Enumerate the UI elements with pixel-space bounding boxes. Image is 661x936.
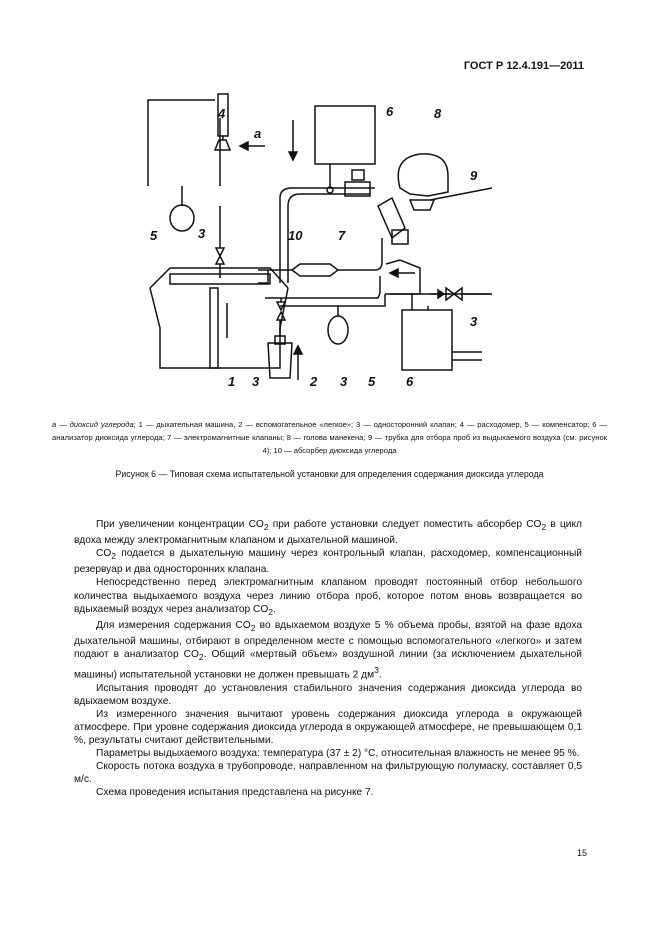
p4-part-a: Для измерения содержания CO xyxy=(96,619,251,631)
p3-sub: 2 xyxy=(268,606,273,617)
label-2: 2 xyxy=(310,374,318,389)
label-1: 1 xyxy=(228,374,236,389)
label-7: 7 xyxy=(338,228,346,243)
p4-part-g: . xyxy=(378,669,382,681)
label-9: 9 xyxy=(470,168,478,183)
figure-legend xyxy=(52,418,607,457)
co2-analyzer-bottom xyxy=(402,310,452,370)
label-10: 10 xyxy=(288,228,303,243)
p3-part-c: . xyxy=(273,603,276,615)
paragraph-3 xyxy=(74,576,582,618)
p1-sub: 2 xyxy=(263,522,269,533)
p4-sub: 2 xyxy=(250,622,256,633)
p2-part-a: CO xyxy=(96,548,112,560)
p4-sup: 3 xyxy=(374,665,379,676)
co2-absorber xyxy=(292,264,338,276)
legend-text: 1 — дыхательная машина, 2 — вспомогательное «легкое»; 3 — односторонний клапан; 4 — расходомер, 5 — компенсатор; 6 — анализатор диоксида углерода; 7 — электромагнитные клапаны; 8 — голова манекена; 9 — трубка для отбора проб из выдыхаемого воздуха (см. рисунок 4); 10 — абсорбер диоксида углерода xyxy=(52,420,607,455)
compensator-left xyxy=(170,205,194,231)
breathing-machine xyxy=(150,288,288,368)
paragraph-2 xyxy=(74,547,582,576)
figure-caption: Рисунок 6 — Типовая схема испытательной установки для определения содержания диоксида углерода xyxy=(115,469,544,479)
p4-part-e: . Общий «мертвый объем» воздушной линии (за исключением дыхательной машины) испытательной установки не должен превышать 2 дм xyxy=(74,648,582,681)
legend-term-a: а — диоксид углерода; xyxy=(52,420,136,429)
p4-sub2: 2 xyxy=(198,652,204,662)
label-6-top: 6 xyxy=(386,104,394,119)
label-3-lower-mid: 3 xyxy=(340,374,348,389)
paragraph-8: Скорость потока воздуха в трубопроводе, направленном на фильтрующую полумаску, составляет 0,5 м/с. xyxy=(74,761,582,786)
paragraph-7: Параметры выдыхаемого воздуха: температура (37 ± 2) °С, относительная влажность не менее 95 %. xyxy=(96,748,580,760)
label-6-bottom: 6 xyxy=(406,374,414,389)
paragraph-6: Из измеренного значения вычитают уровень содержания диоксида углерода в окружающей атмосфере. При уровне содержания диоксида углерода в окружающей атмосфере, не превышающем 0,1 %, результаты считают действительными. xyxy=(74,708,582,746)
test-setup-diagram xyxy=(130,88,510,398)
co2-analyzer-top xyxy=(315,106,375,164)
diagram-labels xyxy=(150,104,478,389)
label-3-right: 3 xyxy=(470,314,478,329)
label-8: 8 xyxy=(434,106,442,121)
paragraph-1 xyxy=(74,518,582,547)
p1-part-e: в цикл вдоха между электромагнитным клапаном и дыхательной машиной. xyxy=(74,519,582,547)
p1-sub2: 2 xyxy=(541,522,547,533)
paragraph-4 xyxy=(74,619,582,682)
label-4: 4 xyxy=(218,106,226,121)
p4-part-c: во вдыхаемом воздухе 5 % объема пробы, взятой на фазе вдоха дыхательной машины, отбирают в определенном месте с помощью вспомогательного «легкого» и затем подают в анализатор CO xyxy=(74,619,582,660)
p3-part-a: Непосредственно перед электромагнитным клапаном проводят постоянный отбор небольшого количества выдыхаемого воздуха через линию отбора проб, которое потом вновь возвращается во вдыхаемый воздух через анализатор CO xyxy=(74,577,582,615)
compensator-right xyxy=(328,316,348,344)
label-5-left: 5 xyxy=(150,228,158,243)
paragraph-5: Испытания проводят до установления стабильного значения содержания диоксида углерода во вдыхаемом воздухе. xyxy=(74,682,582,707)
document-header: ГОСТ Р 12.4.191—2011 xyxy=(463,60,584,72)
p1-part-c: при работе установки следует поместить абсорбер CO xyxy=(268,519,542,530)
label-5-bottom: 5 xyxy=(368,374,376,389)
label-3-lower-left: 3 xyxy=(252,374,260,389)
label-a: a xyxy=(254,126,262,141)
paragraph-9: Схема проведения испытания представлена на рисунке 7. xyxy=(96,787,374,799)
body-text xyxy=(74,518,582,799)
p2-sub: 2 xyxy=(111,551,117,562)
p1-part-a: При увеличении концентрации CO xyxy=(96,519,264,530)
p2-part-c: подается в дыхательную машину через контрольный клапан, расходомер, компенсационный резервуар и два односторонних клапана. xyxy=(74,548,582,576)
page-number: 15 xyxy=(577,848,588,858)
label-3-upper: 3 xyxy=(198,226,206,241)
manikin-head xyxy=(398,154,448,196)
